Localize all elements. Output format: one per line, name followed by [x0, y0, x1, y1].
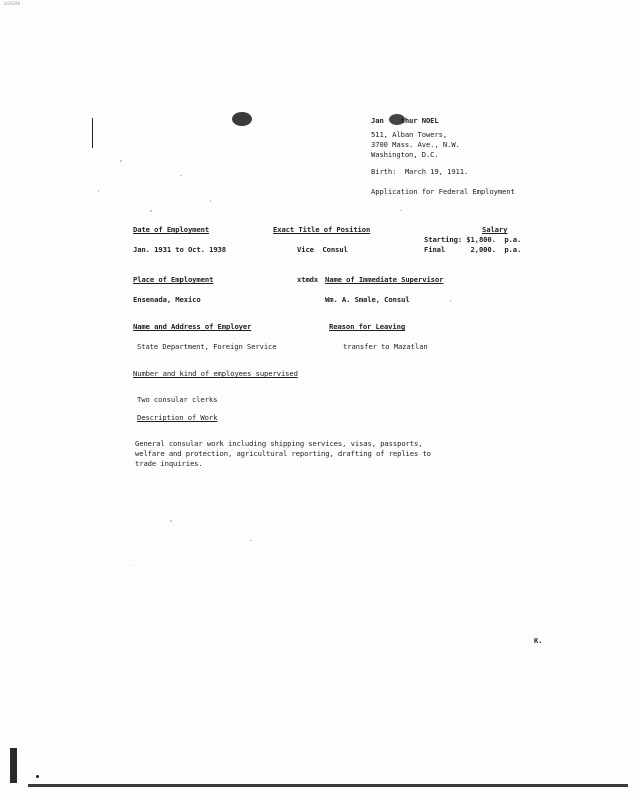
struck-prefix: xtmdx	[297, 275, 319, 284]
scan-speck	[170, 520, 172, 522]
scan-speck	[150, 210, 152, 212]
scan-speck	[210, 200, 211, 202]
scan-speck	[250, 540, 252, 541]
description-line: welfare and protection, agricultural reporting, drafting of replies to	[135, 449, 431, 458]
scan-edge-mark	[10, 748, 17, 783]
salary-label: Salary	[482, 225, 508, 234]
reference-code: 1435198	[3, 1, 20, 6]
margin-mark: K.	[534, 636, 543, 645]
description-line: trade inquiries.	[135, 459, 203, 468]
employees-supervised: Two consular clerks	[137, 395, 218, 404]
scan-bottom-edge	[28, 784, 628, 787]
scan-speck	[450, 300, 451, 302]
ink-dot	[36, 775, 39, 778]
birth-date: Birth: March 19, 1911.	[371, 167, 469, 176]
employer-label: Name and Address of Employer	[133, 322, 252, 331]
place-of-employment-label: Place of Employment	[133, 275, 214, 284]
scan-speck	[120, 160, 122, 162]
scan-speck	[180, 175, 182, 176]
place-of-employment: Ensenada, Mexico	[133, 295, 201, 304]
scan-speck	[130, 565, 131, 566]
ink-blot	[232, 112, 252, 126]
address-line: Washington, D.C.	[371, 150, 439, 159]
address-line: 3700 Mass. Ave., N.W.	[371, 140, 460, 149]
reason-for-leaving: transfer to Mazatlan	[343, 342, 428, 351]
date-of-employment-label: Date of Employment	[133, 225, 210, 234]
position-title-label: Exact Title of Position	[273, 225, 371, 234]
description-label: Description of Work	[137, 413, 218, 422]
scan-speck	[98, 190, 99, 192]
supervisor-label: Name of Immediate Supervisor	[325, 275, 444, 284]
address-line: 511, Alban Towers,	[371, 130, 448, 139]
scan-speck	[400, 210, 402, 211]
salary-starting: Starting: $1,800. p.a.	[424, 235, 522, 244]
supervisor-name: Wm. A. Smale, Consul	[325, 295, 410, 304]
description-line: General consular work including shipping services, visas, passports,	[135, 439, 423, 448]
salary-final: Final 2,000. p.a.	[424, 245, 522, 254]
employer: State Department, Foreign Service	[137, 342, 277, 351]
position-title: Vice Consul	[297, 245, 348, 254]
employment-dates: Jan. 1931 to Oct. 1938	[133, 245, 226, 254]
employees-label: Number and kind of employees supervised	[133, 369, 298, 378]
reason-label: Reason for Leaving	[329, 322, 406, 331]
applicant-name: Jan thur NOEL	[371, 116, 439, 125]
margin-bracket	[92, 118, 93, 148]
application-title: Application for Federal Employment	[371, 187, 515, 196]
